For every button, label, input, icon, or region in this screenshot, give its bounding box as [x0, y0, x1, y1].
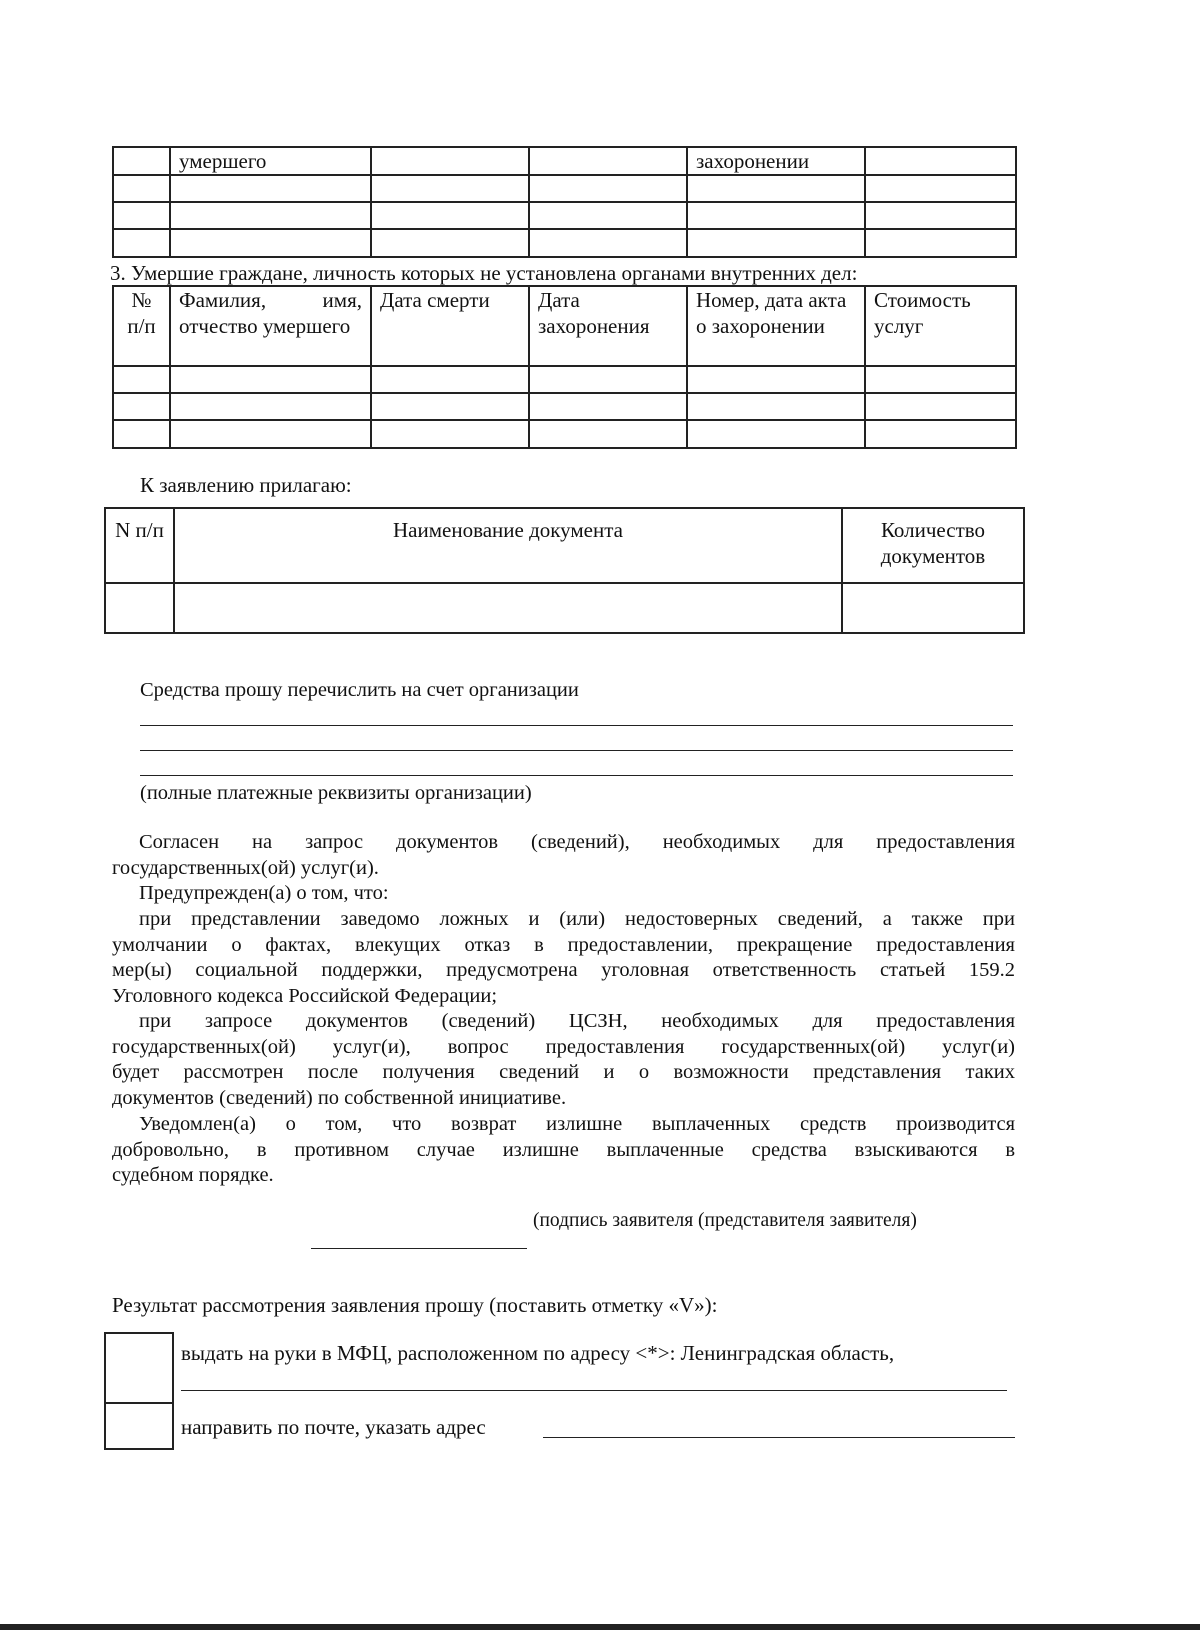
option-mail-address-line [543, 1437, 1015, 1438]
col-header-burial-act: Номер, дата акта о захоронении [687, 286, 865, 366]
signature-line [311, 1248, 527, 1249]
table-row [105, 583, 1024, 633]
table-header-row [113, 286, 1016, 366]
continued-table [112, 146, 1017, 258]
cont-cell [865, 147, 1016, 175]
consent-paragraph-3: при представлении заведомо ложных и (или) недостоверных сведений, а также при умолчании о фактах, влекущих отказ в предоставлении, прекращение предоставления мер(ы) социальной поддержки, предусмотрена уголовная ответственность статьей 159.2 Уголовного кодекса Российской Федерации; [112, 908, 1015, 1007]
signature-label: (подпись заявителя (представителя заявителя) [533, 1210, 917, 1231]
payment-line-2 [140, 750, 1013, 751]
attachments-table [104, 507, 1025, 634]
consent-paragraph-5: Уведомлен(а) о том, что возврат излишне выплаченных средств производится добровольно, в противном случае излишне выплаченные средства взыскиваются в судебном порядке. [112, 1113, 1015, 1186]
payment-label: Средства прошу перечислить на счет организации [140, 679, 579, 701]
option-mfc-label: выдать на руки в МФЦ, расположенном по адресу <*>: Ленинградская область, [181, 1341, 895, 1365]
option-mail-checkbox[interactable] [104, 1400, 174, 1450]
result-title: Результат рассмотрения заявления прошу (поставить отметку «V»): [112, 1293, 718, 1317]
section3-heading: 3. Умершие граждане, личность которых не установлена органами внутренних дел: [110, 261, 858, 285]
cont-cell [371, 147, 529, 175]
consent-paragraph-2: Предупрежден(а) о том, что: [139, 882, 389, 904]
payment-hint: (полные платежные реквизиты организации) [140, 782, 532, 804]
table-header-row [105, 508, 1024, 583]
col-header-name: Фамилия, имя, отчество умершего [170, 286, 371, 366]
section3-table [112, 285, 1017, 449]
table-row [113, 366, 1016, 393]
table-row [113, 229, 1016, 257]
attachments-intro: К заявлению прилагаю: [140, 473, 352, 497]
col-header-cost: Стоимость услуг [865, 286, 1016, 366]
col-header-document-name: Наименование документа [174, 508, 842, 583]
consent-paragraph-1: Согласен на запрос документов (сведений), необходимых для предоставления государственных(ой) услуг(и). [112, 831, 1015, 879]
cont-cell-act: захоронении [687, 147, 865, 175]
cont-cell [529, 147, 687, 175]
option-mfc-address-line [181, 1390, 1007, 1391]
consent-paragraph-4: при запросе документов (сведений) ЦСЗН, необходимых для предоставления государственных(ой) услуг(и), вопрос предоставления государственных(ой) услуг(и) будет рассмотрен после получения сведений и о возможности представления таких документов (сведений) по собственной инициативе. [112, 1010, 1015, 1109]
col-header-number: № п/п [113, 286, 170, 366]
scan-bottom-edge [0, 1624, 1200, 1630]
payment-line-1 [140, 725, 1013, 726]
table-row [113, 420, 1016, 448]
col-header-death-date: Дата смерти [371, 286, 529, 366]
col-header-burial-date: Дата захоронения [529, 286, 687, 366]
table-row [113, 175, 1016, 202]
table-row [113, 202, 1016, 229]
col-header-document-count: Количество документов [842, 508, 1024, 583]
payment-line-3 [140, 775, 1013, 776]
cont-cell [113, 147, 170, 175]
option-mfc-checkbox[interactable] [104, 1332, 174, 1404]
col-header-number: N п/п [105, 508, 174, 583]
option-mail-label: направить по почте, указать адрес [181, 1415, 486, 1439]
cont-cell-name: умершего [170, 147, 371, 175]
table-row [113, 393, 1016, 420]
